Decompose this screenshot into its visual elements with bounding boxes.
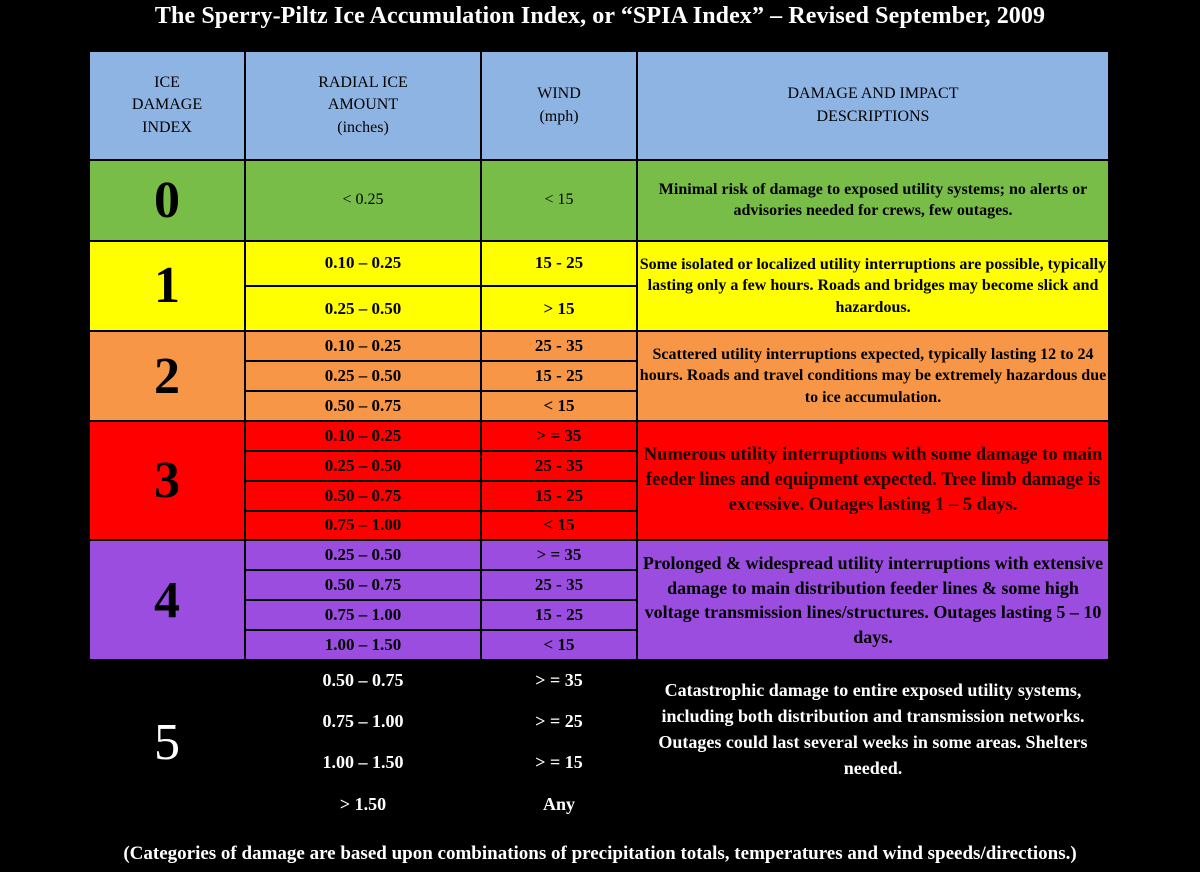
level-5-wind-3: > = 15	[481, 742, 637, 783]
header-amount-line1: RADIAL ICE	[318, 74, 408, 92]
level-2-description: Scattered utility interruptions expected, typically lasting 12 to 24 hours. Roads and travel conditions may be extremely hazardous due to ice accumulation.	[637, 331, 1109, 421]
level-1-description: Some isolated or localized utility interruptions are possible, typically lasting only a few hours. Roads and bridges may become slick and hazardous.	[637, 241, 1109, 332]
level-4-description: Prolonged & widespread utility interruptions with extensive damage to main distribution feeder lines & some high voltage transmission lines/structures. Outages lasting 5 – 10 days.	[637, 540, 1109, 660]
level-2-amount-3: 0.50 – 0.75	[245, 391, 481, 421]
level-5-index: 5	[89, 660, 245, 825]
level-2-wind-2: 15 - 25	[481, 361, 637, 391]
header-amount-line3: (inches)	[337, 118, 389, 136]
level-4-wind-2: 25 - 35	[481, 570, 637, 600]
level-2-wind-3: < 15	[481, 391, 637, 421]
header-ice-damage-index	[89, 51, 245, 160]
level-3-index: 3	[89, 421, 245, 541]
level-0-index: 0	[89, 160, 245, 240]
level-0-wind: < 15	[481, 160, 637, 240]
level-1-wind-2: > 15	[481, 286, 637, 331]
level-3-wind-4: < 15	[481, 511, 637, 541]
level-3-wind-3: 15 - 25	[481, 481, 637, 511]
level-2-row	[89, 331, 1109, 361]
header-amount-line2: AMOUNT	[327, 96, 399, 114]
level-3-amount-1: 0.10 – 0.25	[245, 421, 481, 451]
level-2-wind-1: 25 - 35	[481, 331, 637, 361]
level-4-amount-2: 0.50 – 0.75	[245, 570, 481, 600]
level-2-amount-1: 0.10 – 0.25	[245, 331, 481, 361]
level-0-description: Minimal risk of damage to exposed utility systems; no alerts or advisories needed for crews, few outages.	[637, 160, 1109, 240]
spia-index-table	[88, 50, 1110, 826]
header-index-line3: INDEX	[142, 118, 192, 136]
level-0-row	[89, 160, 1109, 240]
page-title: The Sperry-Piltz Ice Accumulation Index, or “SPIA Index” – Revised September, 2009	[154, 3, 1046, 29]
level-1-wind-1: 15 - 25	[481, 241, 637, 286]
level-5-amount-2: 0.75 – 1.00	[245, 701, 481, 742]
level-2-index: 2	[89, 331, 245, 421]
level-2-amount-2: 0.25 – 0.50	[245, 361, 481, 391]
level-1-amount-1: 0.10 – 0.25	[245, 241, 481, 286]
footnote: (Categories of damage are based upon combinations of precipitation totals, temperatures and wind speeds/directions.)	[123, 843, 1077, 864]
header-radial-ice-amount	[245, 51, 481, 160]
level-3-amount-4: 0.75 – 1.00	[245, 511, 481, 541]
level-5-description: Catastrophic damage to entire exposed utility systems, including both distribution and transmission networks. Outages could last several weeks in some areas. Shelters needed.	[637, 660, 1109, 825]
level-5-wind-1: > = 35	[481, 660, 637, 701]
header-damage-descriptions	[637, 51, 1109, 160]
level-5-amount-1: 0.50 – 0.75	[245, 660, 481, 701]
header-index-line2: DAMAGE	[131, 96, 203, 114]
level-5-amount-3: 1.00 – 1.50	[245, 742, 481, 783]
header-row	[89, 51, 1109, 160]
header-wind-line1: WIND	[537, 85, 581, 103]
header-wind-line2: (mph)	[539, 107, 579, 125]
level-4-amount-3: 0.75 – 1.00	[245, 600, 481, 630]
level-3-wind-1: > = 35	[481, 421, 637, 451]
level-1-amount-2: 0.25 – 0.50	[245, 286, 481, 331]
level-5-row	[89, 660, 1109, 701]
header-index-line1: ICE	[154, 74, 180, 92]
header-desc-line2: DESCRIPTIONS	[816, 107, 930, 125]
level-3-amount-3: 0.50 – 0.75	[245, 481, 481, 511]
level-3-wind-2: 25 - 35	[481, 451, 637, 481]
level-4-index: 4	[89, 540, 245, 660]
level-4-wind-4: < 15	[481, 630, 637, 660]
level-4-amount-1: 0.25 – 0.50	[245, 540, 481, 570]
level-1-index: 1	[89, 241, 245, 332]
level-5-amount-4: > 1.50	[245, 784, 481, 825]
header-desc-line1: DAMAGE AND IMPACT	[787, 85, 959, 103]
level-3-amount-2: 0.25 – 0.50	[245, 451, 481, 481]
level-5-wind-4: Any	[481, 784, 637, 825]
level-4-wind-1: > = 35	[481, 540, 637, 570]
level-0-amount: < 0.25	[245, 160, 481, 240]
level-1-row	[89, 241, 1109, 286]
level-4-wind-3: 15 - 25	[481, 600, 637, 630]
header-wind	[481, 51, 637, 160]
level-3-description: Numerous utility interruptions with some damage to main feeder lines and equipment expected. Tree limb damage is excessive. Outages lasting 1 – 5 days.	[637, 421, 1109, 541]
level-5-wind-2: > = 25	[481, 701, 637, 742]
level-4-row	[89, 540, 1109, 570]
level-4-amount-4: 1.00 – 1.50	[245, 630, 481, 660]
level-3-row	[89, 421, 1109, 451]
